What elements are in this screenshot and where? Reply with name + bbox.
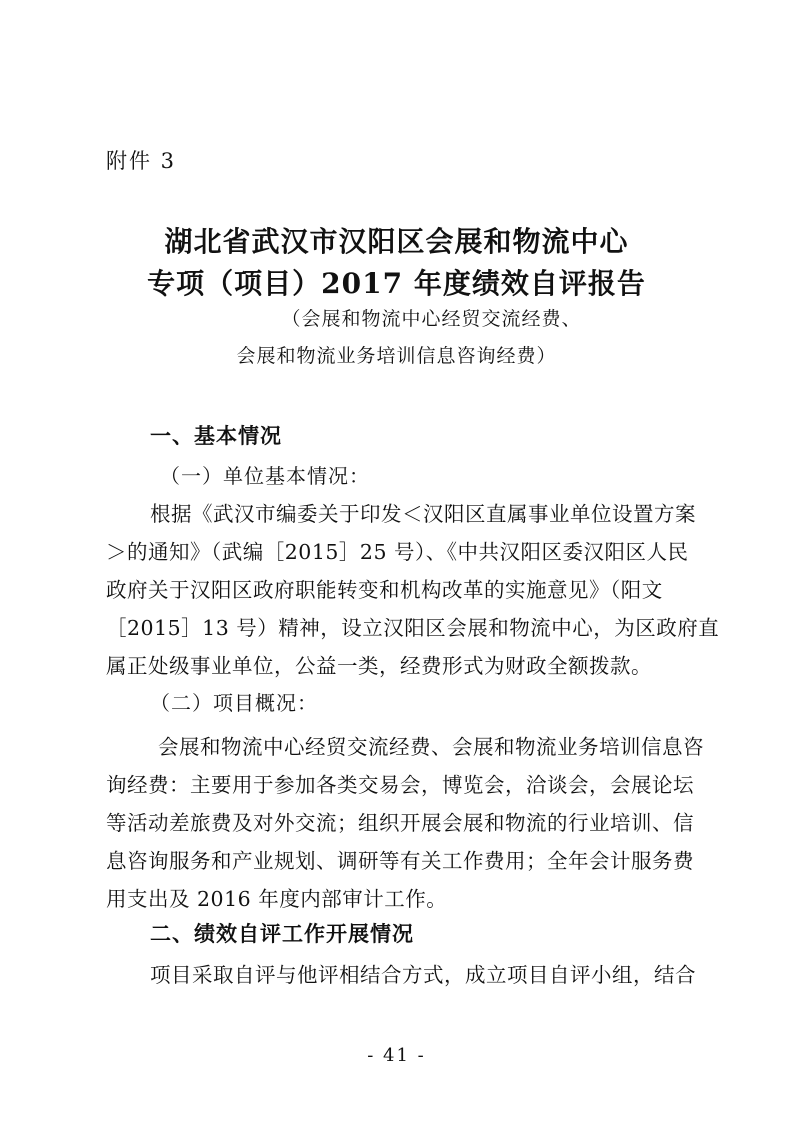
paragraph-line: 根据《武汉市编委关于印发＜汉阳区直属事业单位设置方案 [150, 502, 696, 526]
paragraph-line: 会展和物流中心经贸交流经费、会展和物流业务培训信息咨 [158, 735, 704, 759]
page-number: - 41 - [367, 1045, 426, 1066]
paragraph-line: ［2015］13 号）精神，设立汉阳区会展和物流中心，为区政府直 [106, 616, 720, 640]
paragraph-line: 息咨询服务和产业规划、调研等有关工作费用；全年会计服务费 [106, 849, 694, 873]
paragraph-line: 属正处级事业单位，公益一类，经费形式为财政全额拨款。 [106, 654, 652, 678]
subsection-heading-unit-info: （一）单位基本情况： [160, 464, 370, 488]
section-heading-basic-info: 一、基本情况 [150, 423, 282, 448]
subsection-heading-project-overview: （二）项目概况： [150, 691, 318, 715]
paragraph-line: ＞的通知》（武编［2015］25 号）、《中共汉阳区委汉阳区人民 [106, 540, 689, 564]
document-title-line-1: 湖北省武汉市汉阳区会展和物流中心 [164, 225, 629, 258]
document-subtitle-line-1: （会展和物流中心经贸交流经费、 [281, 308, 582, 330]
document-title-line-2: 专项（项目）2017 年度绩效自评报告 [147, 267, 646, 300]
paragraph-line: 询经费：主要用于参加各类交易会，博览会，洽谈会，会展论坛 [106, 773, 694, 797]
attachment-label: 附件 3 [106, 149, 177, 173]
document-subtitle-line-2: 会展和物流业务培训信息咨询经费） [236, 345, 557, 367]
paragraph-line: 政府关于汉阳区政府职能转变和机构改革的实施意见》（阳文 [106, 578, 663, 602]
paragraph-line: 项目采取自评与他评相结合方式，成立项目自评小组，结合 [150, 963, 696, 987]
paragraph-line: 等活动差旅费及对外交流；组织开展会展和物流的行业培训、信 [106, 811, 694, 835]
paragraph-line: 用支出及 2016 年度内部审计工作。 [106, 887, 448, 911]
section-heading-self-evaluation: 二、绩效自评工作开展情况 [150, 921, 414, 946]
